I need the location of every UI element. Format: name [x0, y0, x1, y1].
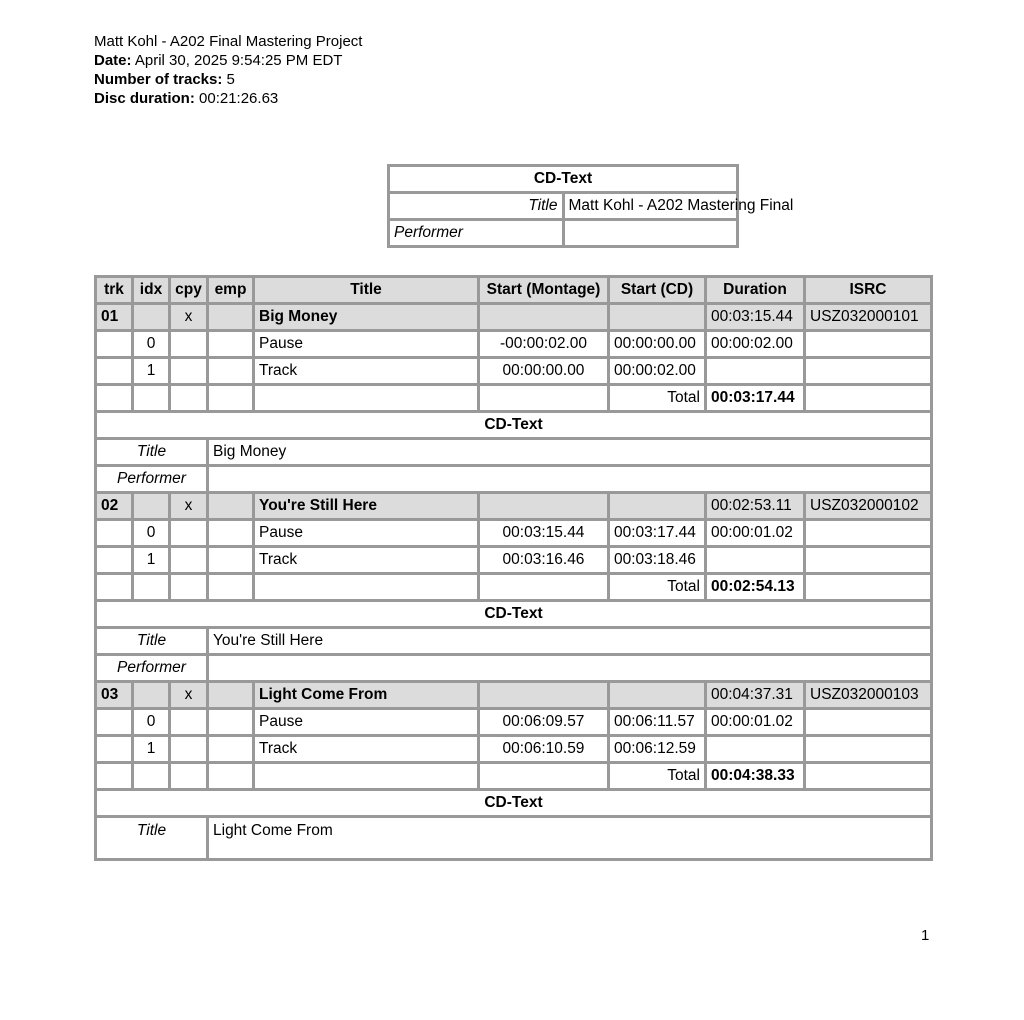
total-label: Total — [609, 385, 706, 412]
copy-flag: x — [170, 493, 208, 520]
index-row — [96, 358, 932, 385]
track-title: Big Money — [254, 304, 479, 331]
cdtext-title-label: Title — [96, 817, 208, 860]
cdtext-performer-label: Performer — [96, 655, 208, 682]
start-cd: 00:06:12.59 — [609, 736, 706, 763]
track-number: 03 — [96, 682, 133, 709]
start-montage: 00:03:15.44 — [479, 520, 609, 547]
track-number: 02 — [96, 493, 133, 520]
duration-value: 00:21:26.63 — [199, 90, 279, 107]
cdtext-heading-row — [96, 790, 932, 817]
track-isrc: USZ032000101 — [805, 304, 932, 331]
track-title: Light Come From — [254, 682, 479, 709]
cdtext-title-row — [96, 628, 932, 655]
track-duration: 00:04:37.31 — [706, 682, 805, 709]
disc-performer-value — [563, 220, 738, 247]
cdtext-title-label: Title — [96, 439, 208, 466]
index-name: Pause — [254, 520, 479, 547]
start-cd: 00:03:17.44 — [609, 520, 706, 547]
cdtext-performer-label: Performer — [96, 466, 208, 493]
start-montage: 00:06:10.59 — [479, 736, 609, 763]
index-name: Track — [254, 736, 479, 763]
track-duration: 00:02:53.11 — [706, 493, 805, 520]
index-duration — [706, 547, 805, 574]
cdtext-performer-row — [96, 466, 932, 493]
start-cd: 00:06:11.57 — [609, 709, 706, 736]
cdtext-title-value: Light Come From — [208, 817, 932, 860]
index-number: 1 — [133, 358, 170, 385]
col-title: Title — [254, 277, 479, 304]
cdtext-performer-value — [208, 655, 932, 682]
start-cd: 00:03:18.46 — [609, 547, 706, 574]
cdtext-title-label: Title — [96, 628, 208, 655]
disc-cdtext-heading: CD-Text — [389, 166, 738, 193]
start-montage: 00:03:16.46 — [479, 547, 609, 574]
index-number: 0 — [133, 331, 170, 358]
track-table — [94, 275, 933, 861]
index-number: 1 — [133, 736, 170, 763]
index-row — [96, 736, 932, 763]
total-row — [96, 763, 932, 790]
index-duration — [706, 736, 805, 763]
index-duration — [706, 358, 805, 385]
cdtext-performer-value — [208, 466, 932, 493]
disc-performer-label: Performer — [389, 220, 564, 247]
start-montage: 00:00:00.00 — [479, 358, 609, 385]
index-name: Pause — [254, 331, 479, 358]
project-title: Matt Kohl - A202 Final Mastering Project — [94, 33, 363, 50]
col-idx: idx — [133, 277, 170, 304]
col-cpy: cpy — [170, 277, 208, 304]
index-row — [96, 331, 932, 358]
index-name: Track — [254, 547, 479, 574]
start-cd: 00:00:02.00 — [609, 358, 706, 385]
index-duration: 00:00:02.00 — [706, 331, 805, 358]
column-header-row — [96, 277, 932, 304]
disc-title-value: Matt Kohl - A202 Mastering Final — [563, 193, 738, 220]
track-row — [96, 682, 932, 709]
disc-cdtext-table — [387, 164, 794, 248]
track-title: You're Still Here — [254, 493, 479, 520]
cdtext-heading-row — [96, 412, 932, 439]
index-duration: 00:00:01.02 — [706, 520, 805, 547]
track-duration: 00:03:15.44 — [706, 304, 805, 331]
col-emp: emp — [208, 277, 254, 304]
start-montage: 00:06:09.57 — [479, 709, 609, 736]
col-start-cd: Start (CD) — [609, 277, 706, 304]
cdtext-heading-row — [96, 601, 932, 628]
cdtext-title-row — [96, 439, 932, 466]
index-number: 1 — [133, 547, 170, 574]
index-number: 0 — [133, 709, 170, 736]
tracks-line — [94, 70, 362, 89]
tracks-value: 5 — [226, 71, 235, 88]
index-number: 0 — [133, 520, 170, 547]
page-number: 1 — [921, 927, 930, 944]
duration-label: Disc duration: — [94, 90, 195, 107]
cdtext-title-value: Big Money — [208, 439, 932, 466]
start-cd: 00:00:00.00 — [609, 331, 706, 358]
index-row — [96, 520, 932, 547]
cdtext-title-value: You're Still Here — [208, 628, 932, 655]
index-name: Pause — [254, 709, 479, 736]
cdtext-title-row — [96, 817, 932, 860]
cdtext-heading: CD-Text — [96, 601, 932, 628]
date-line — [94, 51, 362, 70]
col-isrc: ISRC — [805, 277, 932, 304]
total-label: Total — [609, 763, 706, 790]
total-duration: 00:03:17.44 — [706, 385, 805, 412]
cdtext-heading: CD-Text — [96, 412, 932, 439]
date-label: Date: — [94, 52, 132, 69]
index-row — [96, 547, 932, 574]
index-row — [96, 709, 932, 736]
cdtext-heading: CD-Text — [96, 790, 932, 817]
start-montage: -00:00:02.00 — [479, 331, 609, 358]
copy-flag: x — [170, 682, 208, 709]
copy-flag: x — [170, 304, 208, 331]
track-row — [96, 493, 932, 520]
duration-line — [94, 89, 362, 108]
total-duration: 00:02:54.13 — [706, 574, 805, 601]
track-isrc: USZ032000103 — [805, 682, 932, 709]
tracks-label: Number of tracks: — [94, 71, 223, 88]
total-duration: 00:04:38.33 — [706, 763, 805, 790]
col-start-montage: Start (Montage) — [479, 277, 609, 304]
report-header — [94, 32, 362, 108]
track-number: 01 — [96, 304, 133, 331]
track-isrc: USZ032000102 — [805, 493, 932, 520]
col-trk: trk — [96, 277, 133, 304]
track-row — [96, 304, 932, 331]
index-name: Track — [254, 358, 479, 385]
index-duration: 00:00:01.02 — [706, 709, 805, 736]
disc-title-label: Title — [389, 193, 564, 220]
date-value: April 30, 2025 9:54:25 PM EDT — [134, 52, 343, 69]
cdtext-performer-row — [96, 655, 932, 682]
total-row — [96, 385, 932, 412]
total-row — [96, 574, 932, 601]
total-label: Total — [609, 574, 706, 601]
col-duration: Duration — [706, 277, 805, 304]
